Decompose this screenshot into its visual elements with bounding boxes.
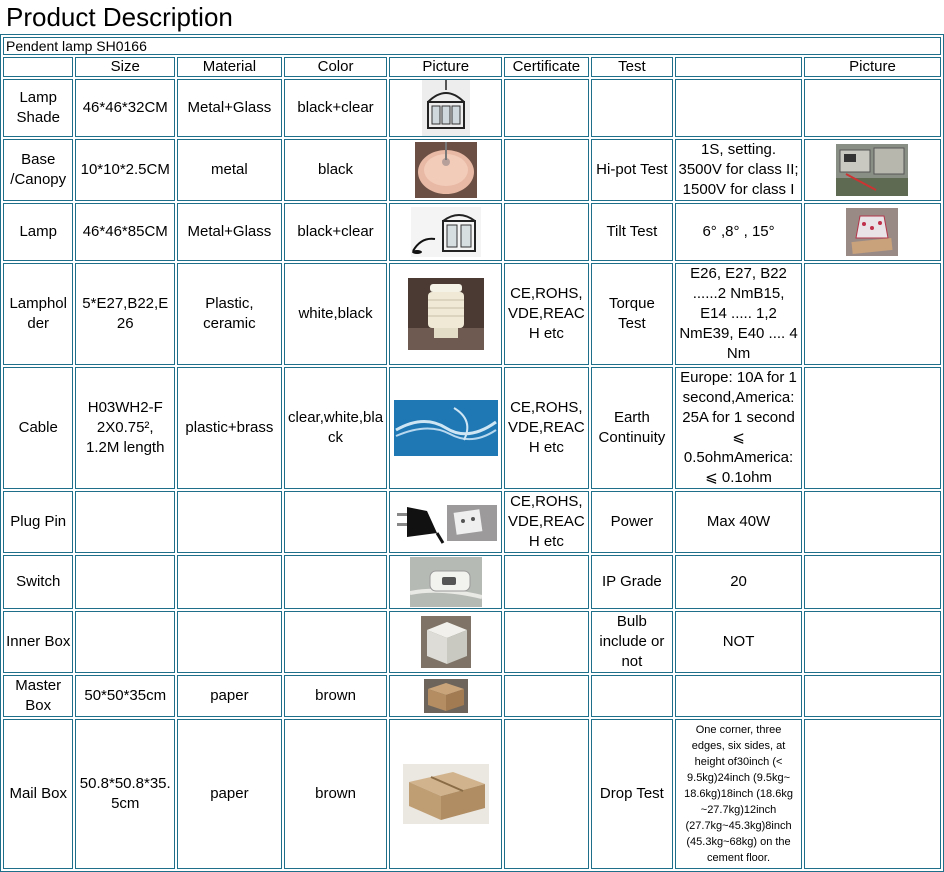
color-cell: clear,white,black <box>284 367 388 489</box>
header-color: Color <box>284 57 388 77</box>
size-cell: 46*46*85CM <box>75 203 175 261</box>
color-cell: black <box>284 139 388 201</box>
certificate-cell <box>504 555 589 609</box>
table-row <box>3 367 941 489</box>
test-value-cell: NOT <box>675 611 802 673</box>
test-value-cell: 20 <box>675 555 802 609</box>
certificate-cell <box>504 139 589 201</box>
material-cell <box>177 611 282 673</box>
lamp-photo <box>411 207 481 257</box>
certificate-cell <box>504 203 589 261</box>
test-cell: Torque Test <box>591 263 674 365</box>
size-cell <box>75 555 175 609</box>
certificate-cell: CE,ROHS, VDE,REACH etc <box>504 367 589 489</box>
color-cell <box>284 555 388 609</box>
picture2-cell <box>804 79 941 137</box>
picture2-cell <box>804 491 941 553</box>
header-material: Material <box>177 57 282 77</box>
plug-photo <box>393 499 499 545</box>
picture-cell <box>389 203 502 261</box>
material-cell: Metal+Glass <box>177 79 282 137</box>
size-cell: 50*50*35cm <box>75 675 175 717</box>
cable-photo <box>394 400 498 456</box>
certificate-cell <box>504 611 589 673</box>
item-name: Cable <box>3 367 73 489</box>
master-box-photo <box>424 679 468 713</box>
picture-cell <box>389 139 502 201</box>
color-cell: brown <box>284 719 388 869</box>
material-cell: plastic+brass <box>177 367 282 489</box>
header-picture-2: Picture <box>804 57 941 77</box>
test-value-cell <box>675 79 802 137</box>
picture-cell <box>389 611 502 673</box>
picture2-cell <box>804 367 941 489</box>
table-row <box>3 611 941 673</box>
item-name: Lamp Shade <box>3 79 73 137</box>
header-picture: Picture <box>389 57 502 77</box>
color-cell <box>284 611 388 673</box>
header-blank <box>3 57 73 77</box>
item-name: Plug Pin <box>3 491 73 553</box>
header-certificate: Certificate <box>504 57 589 77</box>
picture2-cell <box>804 555 941 609</box>
test-cell: Hi-pot Test <box>591 139 674 201</box>
product-title: Pendent lamp SH0166 <box>3 37 941 55</box>
test-cell: Earth Continuity <box>591 367 674 489</box>
picture-cell <box>389 367 502 489</box>
size-cell <box>75 491 175 553</box>
test-cell: IP Grade <box>591 555 674 609</box>
table-row <box>3 555 941 609</box>
item-name: Lampholder <box>3 263 73 365</box>
size-cell: 5*E27,B22,E26 <box>75 263 175 365</box>
test-value-cell: Europe: 10A for 1 second,America: 25A for 1 second ⩽ 0.5ohmAmerica: ⩽ 0.1ohm <box>675 367 802 489</box>
certificate-cell <box>504 79 589 137</box>
picture2-cell <box>804 675 941 717</box>
material-cell: paper <box>177 719 282 869</box>
header-row <box>3 57 941 77</box>
material-cell <box>177 555 282 609</box>
header-size: Size <box>75 57 175 77</box>
lampholder-photo <box>408 278 484 350</box>
table-row <box>3 491 941 553</box>
certificate-cell <box>504 719 589 869</box>
test-value-cell <box>675 675 802 717</box>
test-cell <box>591 675 674 717</box>
hipot-test-photo <box>836 144 908 196</box>
table-row <box>3 79 941 137</box>
color-cell <box>284 491 388 553</box>
certificate-cell <box>504 675 589 717</box>
test-cell: Drop Test <box>591 719 674 869</box>
material-cell: metal <box>177 139 282 201</box>
picture-cell <box>389 675 502 717</box>
lamp-shade-photo <box>422 80 470 136</box>
header-test-value <box>675 57 802 77</box>
inner-box-photo <box>421 616 471 668</box>
picture-cell <box>389 491 502 553</box>
page-title: Product Description <box>6 2 233 32</box>
size-cell <box>75 611 175 673</box>
test-cell: Bulb include or not <box>591 611 674 673</box>
test-value-cell: 6° ,8° , 15° <box>675 203 802 261</box>
color-cell: white,black <box>284 263 388 365</box>
material-cell <box>177 491 282 553</box>
item-name: Mail Box <box>3 719 73 869</box>
test-cell <box>591 79 674 137</box>
picture2-cell <box>804 719 941 869</box>
color-cell: black+clear <box>284 79 388 137</box>
switch-photo <box>410 557 482 607</box>
size-cell: H03WH2-F 2X0.75², 1.2M length <box>75 367 175 489</box>
picture2-cell <box>804 263 941 365</box>
certificate-cell: CE,ROHS, VDE,REACH etc <box>504 491 589 553</box>
color-cell: brown <box>284 675 388 717</box>
size-cell: 10*10*2.5CM <box>75 139 175 201</box>
material-cell: paper <box>177 675 282 717</box>
table-row <box>3 719 941 869</box>
certificate-cell: CE,ROHS, VDE,REACH etc <box>504 263 589 365</box>
test-cell: Tilt Test <box>591 203 674 261</box>
picture2-cell <box>804 203 941 261</box>
table-row <box>3 139 941 201</box>
picture-cell <box>389 555 502 609</box>
picture-cell <box>389 79 502 137</box>
item-name: Master Box <box>3 675 73 717</box>
product-table <box>0 34 944 872</box>
picture-cell <box>389 719 502 869</box>
table-row <box>3 263 941 365</box>
table-row <box>3 203 941 261</box>
test-value-cell: One corner, three edges, six sides, at height of30inch (< 9.5kg)24inch (9.5kg~ 18.6kg)18inch (18.6kg ~27.7kg)12inch (27.7kg~45.3kg)8inch (45.3kg~68kg) on the cement floor. <box>675 719 802 869</box>
mail-box-photo <box>403 764 489 824</box>
material-cell: Plastic, ceramic <box>177 263 282 365</box>
tilt-test-photo <box>846 208 898 256</box>
test-value-cell: E26, E27, B22 ......2 NmB15, E14 ..... 1,2 NmE39, E40 .... 4 Nm <box>675 263 802 365</box>
table-row <box>3 675 941 717</box>
picture-cell <box>389 263 502 365</box>
canopy-photo <box>415 142 477 198</box>
size-cell: 50.8*50.8*35.5cm <box>75 719 175 869</box>
picture2-cell <box>804 139 941 201</box>
material-cell: Metal+Glass <box>177 203 282 261</box>
item-name: Inner Box <box>3 611 73 673</box>
item-name: Base /Canopy <box>3 139 73 201</box>
test-value-cell: 1S, setting. 3500V for class II; 1500V for class I <box>675 139 802 201</box>
size-cell: 46*46*32CM <box>75 79 175 137</box>
item-name: Lamp <box>3 203 73 261</box>
color-cell: black+clear <box>284 203 388 261</box>
test-cell: Power <box>591 491 674 553</box>
picture2-cell <box>804 611 941 673</box>
header-test: Test <box>591 57 674 77</box>
test-value-cell: Max 40W <box>675 491 802 553</box>
item-name: Switch <box>3 555 73 609</box>
